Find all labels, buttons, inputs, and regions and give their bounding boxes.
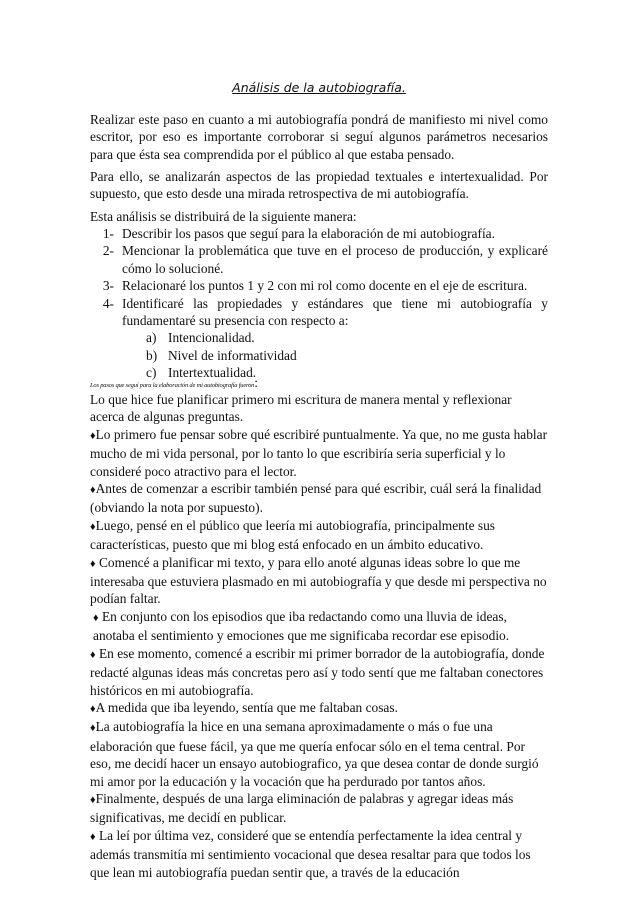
bullet-text: La autobiografía la hice en una semana aproximadamente o más o fue una elaboración que fuese fácil, ya que me quería enfocar sólo en el tema central. Por eso, me decidí hacer un ensayo autobiografico, ya que desea contar de donde surgió mi amor por la educación y la vocación que ha perdurado por tantos años. xyxy=(90,719,539,789)
list-item xyxy=(90,554,548,608)
list-item xyxy=(90,225,548,242)
list-item xyxy=(90,699,548,718)
list-item xyxy=(90,242,548,277)
substep-letter: a) xyxy=(146,330,157,346)
document-title: Análisis de la autobiografía. xyxy=(232,80,406,95)
diamond-icon: ♦ xyxy=(90,830,96,843)
diamond-icon: ♦ xyxy=(90,520,96,533)
list-item xyxy=(90,480,548,517)
bullet-text: En conjunto con los episodios que iba redactando como una lluvia de ideas, anotaba el sentimiento y emociones que me significaba recordar ese episodio. xyxy=(93,608,510,644)
bullet-text: A medida que iba leyendo, sentía que me faltaban cosas. xyxy=(95,699,398,715)
diamond-icon: ♦ xyxy=(90,702,96,715)
section-intro: Lo que hice fue planificar primero mi escritura de manera mental y reflexionar acerca de algunas preguntas. xyxy=(90,392,512,425)
substep-text: Intertextualidad. xyxy=(168,365,257,381)
bullet-text: Finalmente, después de una larga eliminación de palabras y agregar ideas más significativas, me decidí en publicar. xyxy=(90,790,514,826)
step-text: Describir los pasos que seguí para la elaboración de mi autobiografía. xyxy=(122,226,495,241)
bullet-text: Luego, pensé en el público que leería mi autobiografía, principalmente sus características, puesto que mi blog está enfocado en un ámbito educativo. xyxy=(90,517,495,553)
intro-paragraph-2 xyxy=(90,168,548,203)
diamond-icon: ♦ xyxy=(90,793,96,806)
diamond-icon: ♦ xyxy=(90,722,96,735)
step-text: Relacionaré los puntos 1 y 2 con mi rol como docente en el eje de escritura. xyxy=(122,278,528,294)
steps-description xyxy=(90,391,548,881)
intro-paragraph-1 xyxy=(90,111,548,163)
substep-text: Intencionalidad. xyxy=(168,330,255,346)
list-item xyxy=(90,827,548,881)
substep-letter: c) xyxy=(146,365,157,381)
list-item xyxy=(90,517,548,554)
bullet-text: En ese momento, comencé a escribir mi primer borrador de la autobiografía, donde redacté algunas ideas más concretas pero así y todo sentí que me faltaban conectores históricos en mi autobiografía. xyxy=(90,645,545,698)
section-heading-colon: : xyxy=(254,375,258,390)
list-item xyxy=(90,329,548,346)
step-number: 2- xyxy=(102,243,114,259)
step-number: 3- xyxy=(102,278,114,294)
step-number: 1- xyxy=(102,226,114,241)
section-heading-text: Los pasos que seguí para la elaboración de mi autobiografía fueron xyxy=(90,382,255,389)
diamond-icon: ♦ xyxy=(90,557,96,570)
substep-letter: b) xyxy=(146,347,158,363)
list-item xyxy=(90,295,548,330)
list-item xyxy=(90,277,548,294)
intro-paragraph-3 xyxy=(90,208,548,225)
list-item xyxy=(90,718,548,790)
list-item xyxy=(90,645,548,699)
list-item xyxy=(90,426,548,480)
intro-paragraph-2-text: Para ello, se analizarán aspectos de las propiedad textuales e intertexualidad. Por supuesto, que esto desde una mirada retrospectiva de mi autobiografía. xyxy=(90,169,548,202)
diamond-icon: ♦ xyxy=(90,484,96,497)
diamond-icon: ♦ xyxy=(93,611,99,624)
bullet-text: La leí por última vez, consideré que se entendía perfectamente la idea central y además transmitía mi sentimiento vocacional que desea resaltar para que todos los que lean mi autobiografía puedan sentir que, a través de la educación xyxy=(90,827,531,880)
list-item xyxy=(90,608,548,645)
bullet-text: Antes de comenzar a escribir también pensé para qué escribir, cuál será la finalidad (obviando la nota por supuesto). xyxy=(90,481,542,516)
intro-paragraph-3-text: Esta análisis se distribuirá de la siguiente manera: xyxy=(90,209,357,224)
bullet-text: Comencé a planificar mi texto, y para ello anoté algunas ideas sobre lo que me interesaba que estuviera plasmado en mi autobiografía y que desde mi perspectiva no podían faltar. xyxy=(90,554,547,607)
intro-paragraph-1-text: Realizar este paso en cuanto a mi autobiografía pondrá de manifiesto mi nivel como escritor, por eso es importante corroborar si seguí algunos parámetros necesarios para que ésta sea comprendida por el público al que estaba pensado. xyxy=(90,112,548,162)
step-text: Mencionar la problemática que tuve en el proceso de producción, y explicaré cómo lo solucioné. xyxy=(122,243,548,276)
diamond-icon: ♦ xyxy=(90,648,96,661)
steps-list xyxy=(90,225,548,382)
step-text: Identificaré las propiedades y estándares que tiene mi autobiografía y fundamentaré su presencia con respecto a: xyxy=(122,295,548,329)
list-item xyxy=(90,347,548,364)
substep-text: Nivel de informatividad xyxy=(168,347,297,363)
diamond-icon: ♦ xyxy=(90,429,96,442)
step-number: 4- xyxy=(102,295,114,311)
list-item xyxy=(90,790,548,827)
bullet-text: Lo primero fue pensar sobre qué escribiré puntualmente. Ya que, no me gusta hablar mucho de mi vida personal, por lo tanto lo que escribiría seria superficial y lo consideré poco atractivo para el lector. xyxy=(90,426,548,479)
